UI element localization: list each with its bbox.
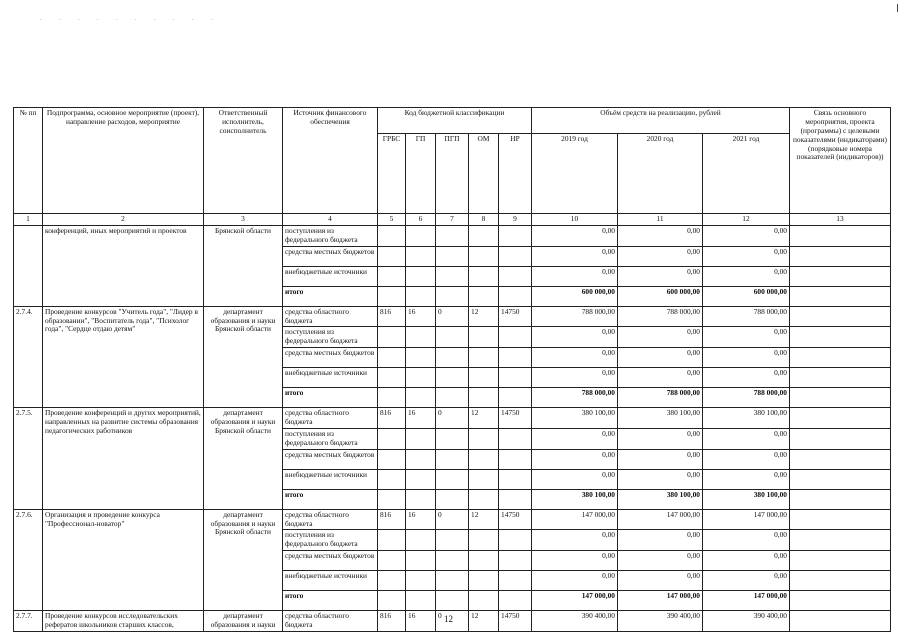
column-number-cell: 4 xyxy=(283,214,378,226)
header-program: Подпрограмма, основное мероприятие (проект), направление расходов, мероприятие xyxy=(43,108,204,214)
code-om xyxy=(469,551,499,571)
link-cell xyxy=(790,530,891,551)
code-pgp xyxy=(436,551,469,571)
column-number-cell: 3 xyxy=(204,214,283,226)
value-2021: 788 000,00 xyxy=(703,388,790,408)
code-pgp xyxy=(436,571,469,591)
header-code-grbs: ГРБС xyxy=(378,134,406,214)
item-number: 2.7.5. xyxy=(14,408,43,510)
code-grbs xyxy=(378,225,406,246)
source-cell: внебюджетные источники xyxy=(283,266,378,286)
link-cell xyxy=(790,591,891,611)
column-number-cell: 5 xyxy=(378,214,406,226)
code-nr xyxy=(499,489,532,509)
code-om xyxy=(469,348,499,368)
header-budget-code: Код бюджетной классификации xyxy=(378,108,532,134)
value-2020: 0,00 xyxy=(618,551,703,571)
value-2020: 0,00 xyxy=(618,368,703,388)
value-2019: 0,00 xyxy=(532,368,618,388)
code-om: 12 xyxy=(469,306,499,327)
value-2021: 380 100,00 xyxy=(703,489,790,509)
value-2019: 0,00 xyxy=(532,428,618,449)
link-cell xyxy=(790,489,891,509)
source-cell: внебюджетные источники xyxy=(283,368,378,388)
source-cell: поступления из федерального бюджета xyxy=(283,225,378,246)
edge-mark xyxy=(897,4,898,12)
column-number-cell: 10 xyxy=(532,214,618,226)
code-grbs xyxy=(378,428,406,449)
budget-table xyxy=(13,107,891,632)
code-om xyxy=(469,246,499,266)
column-number-cell: 2 xyxy=(43,214,204,226)
code-pgp xyxy=(436,449,469,469)
code-nr xyxy=(499,368,532,388)
value-2019: 390 400,00 xyxy=(532,611,618,632)
header-year-2019: 2019 год xyxy=(532,134,618,214)
value-2019: 0,00 xyxy=(532,469,618,489)
code-gp xyxy=(406,469,436,489)
value-2019: 380 100,00 xyxy=(532,489,618,509)
item-number xyxy=(14,225,43,306)
source-cell: итого xyxy=(283,388,378,408)
source-cell: средства местных бюджетов xyxy=(283,348,378,368)
code-gp: 16 xyxy=(406,611,436,632)
value-2020: 0,00 xyxy=(618,348,703,368)
code-om: 12 xyxy=(469,408,499,429)
value-2021: 0,00 xyxy=(703,225,790,246)
code-gp xyxy=(406,388,436,408)
code-om xyxy=(469,469,499,489)
value-2020: 0,00 xyxy=(618,469,703,489)
code-om xyxy=(469,388,499,408)
value-2020: 380 100,00 xyxy=(618,489,703,509)
value-2019: 788 000,00 xyxy=(532,306,618,327)
item-executor: департамент образования и науки Брянской области xyxy=(204,509,283,611)
code-nr xyxy=(499,266,532,286)
code-pgp xyxy=(436,286,469,306)
value-2020: 788 000,00 xyxy=(618,306,703,327)
link-cell xyxy=(790,246,891,266)
link-cell xyxy=(790,348,891,368)
code-nr: 14750 xyxy=(499,509,532,530)
value-2021: 0,00 xyxy=(703,266,790,286)
source-cell: итого xyxy=(283,591,378,611)
value-2019: 147 000,00 xyxy=(532,509,618,530)
code-om xyxy=(469,428,499,449)
item-executor: департамент образования и науки Брянской области xyxy=(204,306,283,408)
code-gp xyxy=(406,368,436,388)
code-nr xyxy=(499,388,532,408)
code-nr xyxy=(499,225,532,246)
table-body xyxy=(14,108,891,632)
code-nr xyxy=(499,327,532,348)
link-cell xyxy=(790,225,891,246)
link-cell xyxy=(790,286,891,306)
value-2021: 0,00 xyxy=(703,469,790,489)
code-gp xyxy=(406,225,436,246)
link-cell xyxy=(790,408,891,429)
code-om xyxy=(469,286,499,306)
header-code-pgp: ПГП xyxy=(436,134,469,214)
value-2019: 0,00 xyxy=(532,225,618,246)
code-grbs: 816 xyxy=(378,408,406,429)
code-pgp xyxy=(436,388,469,408)
value-2021: 0,00 xyxy=(703,348,790,368)
link-cell xyxy=(790,428,891,449)
table-row xyxy=(14,225,891,246)
value-2020: 380 100,00 xyxy=(618,408,703,429)
item-executor: департамент образования и науки Брянской области xyxy=(204,408,283,510)
source-cell: итого xyxy=(283,286,378,306)
source-cell: средства местных бюджетов xyxy=(283,551,378,571)
code-nr xyxy=(499,469,532,489)
value-2020: 0,00 xyxy=(618,266,703,286)
value-2019: 0,00 xyxy=(532,449,618,469)
table-row xyxy=(14,408,891,429)
code-om xyxy=(469,266,499,286)
value-2021: 600 000,00 xyxy=(703,286,790,306)
link-cell xyxy=(790,469,891,489)
scan-speckles: . . . . . . . . . . xyxy=(40,16,221,22)
code-grbs xyxy=(378,469,406,489)
code-pgp: 0 xyxy=(436,306,469,327)
value-2021: 0,00 xyxy=(703,368,790,388)
code-pgp xyxy=(436,266,469,286)
header-year-2021: 2021 год xyxy=(703,134,790,214)
code-gp xyxy=(406,266,436,286)
column-number-cell: 6 xyxy=(406,214,436,226)
code-grbs: 816 xyxy=(378,611,406,632)
value-2021: 0,00 xyxy=(703,449,790,469)
code-gp xyxy=(406,449,436,469)
link-cell xyxy=(790,449,891,469)
code-pgp xyxy=(436,469,469,489)
source-cell: средства областного бюджета xyxy=(283,611,378,632)
link-cell xyxy=(790,611,891,632)
code-gp: 16 xyxy=(406,408,436,429)
value-2019: 0,00 xyxy=(532,530,618,551)
value-2020: 390 400,00 xyxy=(618,611,703,632)
source-cell: итого xyxy=(283,489,378,509)
code-pgp: 0 xyxy=(436,611,469,632)
code-grbs xyxy=(378,327,406,348)
value-2020: 0,00 xyxy=(618,225,703,246)
code-grbs: 816 xyxy=(378,306,406,327)
column-number-cell: 12 xyxy=(703,214,790,226)
code-nr: 14750 xyxy=(499,611,532,632)
code-pgp xyxy=(436,327,469,348)
code-nr xyxy=(499,551,532,571)
item-executor: департамент образования и науки xyxy=(204,611,283,632)
value-2019: 0,00 xyxy=(532,246,618,266)
code-pgp xyxy=(436,225,469,246)
code-pgp xyxy=(436,530,469,551)
code-gp xyxy=(406,348,436,368)
value-2019: 0,00 xyxy=(532,551,618,571)
link-cell xyxy=(790,368,891,388)
value-2021: 0,00 xyxy=(703,327,790,348)
value-2020: 0,00 xyxy=(618,449,703,469)
header-code-gp: ГП xyxy=(406,134,436,214)
item-executor: Брянской области xyxy=(204,225,283,306)
value-2019: 788 000,00 xyxy=(532,388,618,408)
source-cell: средства областного бюджета xyxy=(283,509,378,530)
code-nr xyxy=(499,571,532,591)
source-cell: поступления из федерального бюджета xyxy=(283,327,378,348)
value-2020: 147 000,00 xyxy=(618,509,703,530)
value-2021: 788 000,00 xyxy=(703,306,790,327)
code-nr xyxy=(499,286,532,306)
item-name: Проведение конкурсов исследовательских рефератов школьников старших классов, xyxy=(43,611,204,632)
item-number: 2.7.4. xyxy=(14,306,43,408)
item-name: Проведение конференций и других мероприятий, направленных на развитие системы образования педагогических работников xyxy=(43,408,204,510)
source-cell: средства областного бюджета xyxy=(283,306,378,327)
code-pgp: 0 xyxy=(436,509,469,530)
code-grbs xyxy=(378,388,406,408)
code-om: 12 xyxy=(469,611,499,632)
column-number-cell: 9 xyxy=(499,214,532,226)
value-2019: 147 000,00 xyxy=(532,591,618,611)
code-grbs xyxy=(378,368,406,388)
code-gp xyxy=(406,571,436,591)
code-grbs xyxy=(378,246,406,266)
header-no: № пп xyxy=(14,108,43,214)
item-number: 2.7.6. xyxy=(14,509,43,611)
source-cell: средства областного бюджета xyxy=(283,408,378,429)
value-2019: 0,00 xyxy=(532,348,618,368)
value-2021: 0,00 xyxy=(703,530,790,551)
value-2021: 0,00 xyxy=(703,571,790,591)
value-2020: 0,00 xyxy=(618,571,703,591)
code-pgp xyxy=(436,428,469,449)
code-gp xyxy=(406,591,436,611)
item-name: Проведение конкурсов "Учитель года", "Лидер в образовании", "Воспитатель года", "Психолог года", "Сердце отдаю детям" xyxy=(43,306,204,408)
code-gp xyxy=(406,246,436,266)
value-2021: 147 000,00 xyxy=(703,509,790,530)
table-row xyxy=(14,509,891,530)
code-nr xyxy=(499,591,532,611)
source-cell: внебюджетные источники xyxy=(283,571,378,591)
link-cell xyxy=(790,306,891,327)
page-number: 12 xyxy=(444,614,453,624)
code-pgp: 0 xyxy=(436,408,469,429)
value-2021: 147 000,00 xyxy=(703,591,790,611)
code-gp: 16 xyxy=(406,509,436,530)
code-grbs xyxy=(378,266,406,286)
code-nr xyxy=(499,348,532,368)
link-cell xyxy=(790,551,891,571)
code-om: 12 xyxy=(469,509,499,530)
code-nr xyxy=(499,246,532,266)
code-pgp xyxy=(436,348,469,368)
header-executor: Ответственный исполнитель, соисполнитель xyxy=(204,108,283,214)
code-pgp xyxy=(436,489,469,509)
value-2019: 380 100,00 xyxy=(532,408,618,429)
code-gp xyxy=(406,489,436,509)
code-om xyxy=(469,571,499,591)
code-grbs xyxy=(378,551,406,571)
value-2019: 0,00 xyxy=(532,327,618,348)
code-om xyxy=(469,489,499,509)
code-grbs xyxy=(378,571,406,591)
code-gp xyxy=(406,530,436,551)
code-grbs xyxy=(378,489,406,509)
code-nr xyxy=(499,530,532,551)
value-2021: 0,00 xyxy=(703,246,790,266)
value-2019: 600 000,00 xyxy=(532,286,618,306)
code-om xyxy=(469,449,499,469)
value-2019: 0,00 xyxy=(532,266,618,286)
column-number-row xyxy=(14,214,891,226)
item-name: Организация и проведение конкурса "Профессионал-новатор" xyxy=(43,509,204,611)
value-2020: 600 000,00 xyxy=(618,286,703,306)
code-nr: 14750 xyxy=(499,408,532,429)
link-cell xyxy=(790,509,891,530)
source-cell: внебюджетные источники xyxy=(283,469,378,489)
header-code-om: ОМ xyxy=(469,134,499,214)
column-number-cell: 8 xyxy=(469,214,499,226)
value-2020: 0,00 xyxy=(618,327,703,348)
source-cell: средства местных бюджетов xyxy=(283,449,378,469)
code-grbs xyxy=(378,286,406,306)
link-cell xyxy=(790,327,891,348)
value-2021: 390 400,00 xyxy=(703,611,790,632)
value-2020: 0,00 xyxy=(618,530,703,551)
code-om xyxy=(469,591,499,611)
link-cell xyxy=(790,266,891,286)
source-cell: поступления из федерального бюджета xyxy=(283,530,378,551)
header-code-nr: НР xyxy=(499,134,532,214)
code-grbs xyxy=(378,530,406,551)
source-cell: средства местных бюджетов xyxy=(283,246,378,266)
value-2019: 0,00 xyxy=(532,571,618,591)
code-om xyxy=(469,530,499,551)
value-2020: 147 000,00 xyxy=(618,591,703,611)
code-nr xyxy=(499,449,532,469)
code-grbs: 816 xyxy=(378,509,406,530)
code-gp xyxy=(406,286,436,306)
code-om xyxy=(469,368,499,388)
code-grbs xyxy=(378,591,406,611)
code-pgp xyxy=(436,368,469,388)
header-source: Источник финансового обеспечения xyxy=(283,108,378,214)
header-volume: Объём средств на реализацию, рублей xyxy=(532,108,790,134)
source-cell: поступления из федерального бюджета xyxy=(283,428,378,449)
column-number-cell: 7 xyxy=(436,214,469,226)
value-2021: 380 100,00 xyxy=(703,408,790,429)
code-gp xyxy=(406,551,436,571)
header-link: Связь основного мероприятия, проекта (программы) с целевыми показателями (индикаторами) (порядковые номера показателей (индикаторов)) xyxy=(790,108,891,214)
value-2020: 0,00 xyxy=(618,246,703,266)
link-cell xyxy=(790,388,891,408)
code-gp xyxy=(406,428,436,449)
code-nr xyxy=(499,428,532,449)
code-gp xyxy=(406,327,436,348)
column-number-cell: 1 xyxy=(14,214,43,226)
value-2021: 0,00 xyxy=(703,551,790,571)
code-pgp xyxy=(436,591,469,611)
code-grbs xyxy=(378,449,406,469)
code-om xyxy=(469,225,499,246)
link-cell xyxy=(790,571,891,591)
value-2021: 0,00 xyxy=(703,428,790,449)
header-year-2020: 2020 год xyxy=(618,134,703,214)
value-2020: 0,00 xyxy=(618,428,703,449)
code-pgp xyxy=(436,246,469,266)
column-number-cell: 13 xyxy=(790,214,891,226)
item-name: конференций, иных мероприятий и проектов xyxy=(43,225,204,306)
code-grbs xyxy=(378,348,406,368)
column-number-cell: 11 xyxy=(618,214,703,226)
code-om xyxy=(469,327,499,348)
code-nr: 14750 xyxy=(499,306,532,327)
table-row xyxy=(14,306,891,327)
code-gp: 16 xyxy=(406,306,436,327)
value-2020: 788 000,00 xyxy=(618,388,703,408)
item-number: 2.7.7. xyxy=(14,611,43,632)
